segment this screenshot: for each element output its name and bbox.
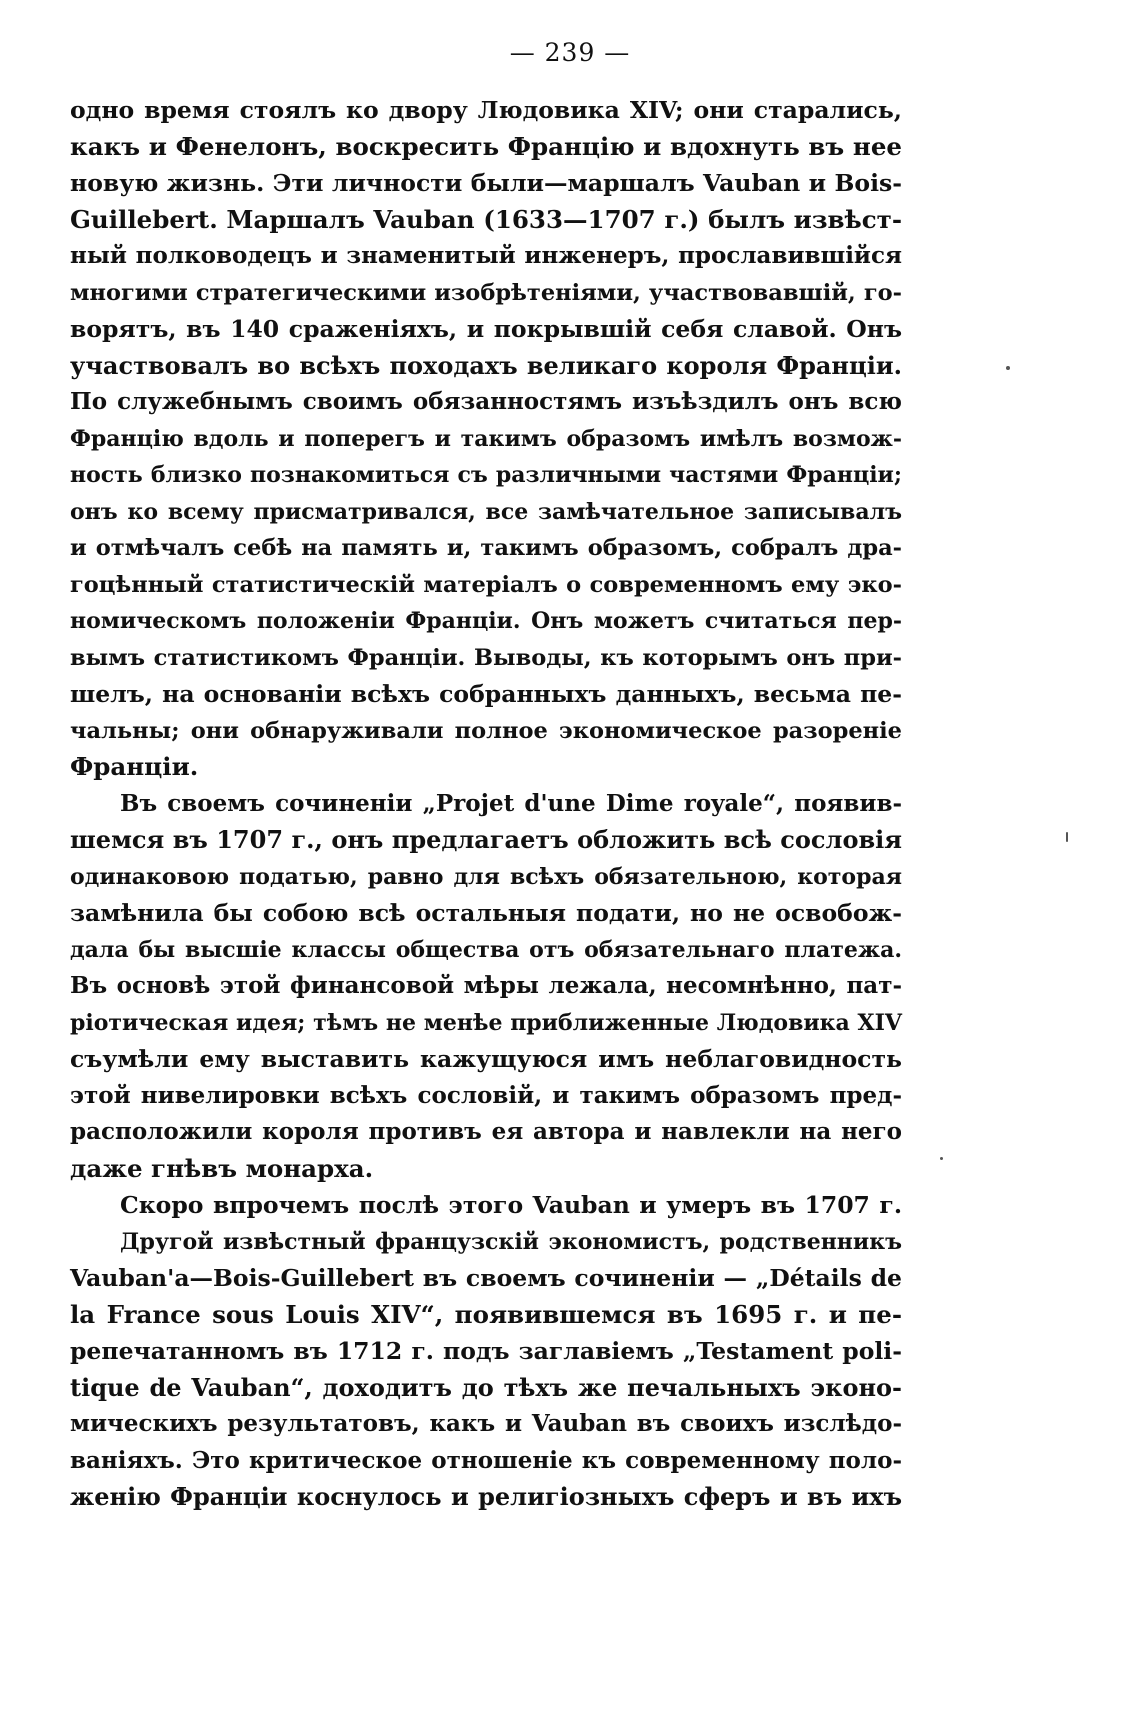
text-line: По служебнымъ своимъ обязанностямъ изъѣздилъ онъ всю [70, 388, 902, 415]
text-line: и отмѣчалъ себѣ на память и, такимъ образомъ, собралъ дра- [70, 535, 902, 561]
text-line: ный полководецъ и знаменитый инженеръ, прославившійся [70, 242, 902, 269]
text-line: одинаковою податью, равно для всѣхъ обязательною, которая [70, 863, 902, 890]
text-line: la France sous Louis XIV“, появившемся въ 1695 г. и пе- [70, 1299, 902, 1329]
scan-speck [1066, 832, 1068, 842]
text-line: участвовалъ во всѣхъ походахъ великаго короля Франціи. [70, 350, 902, 380]
text-line: мическихъ результатовъ, какъ и Vauban въ своихъ изслѣдо- [70, 1410, 902, 1437]
text-line: женію Франціи коснулось и религіозныхъ сферъ и въ ихъ [70, 1482, 902, 1511]
text-line: номическомъ положеніи Франціи. Онъ можетъ считаться пер- [70, 608, 902, 634]
text-line: Въ основѣ этой финансовой мѣры лежала, несомнѣнно, пат- [70, 972, 902, 999]
text-line: Въ своемъ сочиненіи „Projet d'une Dime royale“, появив- [120, 789, 902, 817]
text-line: Guillebert. Маршалъ Vauban (1633—1707 г.) былъ извѣст- [70, 204, 902, 234]
text-line: гоцѣнный статистическій матеріалъ о современномъ ему эко- [70, 571, 902, 598]
text-line: новую жизнь. Эти личности были—маршалъ Vauban и Bois- [70, 169, 902, 197]
text-line: съумѣли ему выставить кажущуюся имъ неблаговидность [70, 1045, 902, 1073]
text-line: одно время стоялъ ко двору Людовика XIV; они старались, [70, 96, 902, 124]
text-line: вымъ статистикомъ Франціи. Выводы, къ которымъ онъ при- [70, 644, 902, 671]
text-line: репечатанномъ въ 1712 г. подъ заглавіемъ „Testament poli- [70, 1337, 902, 1365]
text-line: Скоро впрочемъ послѣ этого Vauban и умеръ въ 1707 г. [120, 1191, 902, 1219]
text-line: Vauban'a—Bois-Guillebert въ своемъ сочиненіи — „Détails de [70, 1264, 902, 1292]
text-line: ворятъ, въ 140 сраженіяхъ, и покрывшій себя славой. Онъ [70, 315, 902, 343]
body-text [70, 92, 902, 1516]
text-line: ность близко познакомиться съ различными частями Франціи; [70, 462, 902, 488]
text-line: tique de Vauban“, доходитъ до тѣхъ же печальныхъ эконо- [70, 1372, 902, 1402]
text-line: даже гнѣвъ монарха. [70, 1153, 374, 1183]
text-line: какъ и Фенелонъ, воскресить Францію и вдохнуть въ нее [70, 131, 902, 161]
scan-speck [1006, 366, 1010, 370]
text-line: ваніяхъ. Это критическое отношеніе къ современному поло- [70, 1446, 902, 1474]
page-number: — 239 — [509, 38, 631, 67]
text-line: ріотическая идея; тѣмъ не менѣе приближенные Людовика XIV [70, 1009, 902, 1036]
text-line: Франціи. [70, 752, 199, 781]
text-line: Другой извѣстный французскій экономистъ, родственникъ [120, 1228, 902, 1255]
text-line: шелъ, на основаніи всѣхъ собранныхъ данныхъ, весьма пе- [70, 680, 902, 708]
text-line: чальны; они обнаруживали полное экономическое разореніе [70, 717, 902, 744]
text-line: этой нивелировки всѣхъ сословій, и такимъ образомъ пред- [70, 1081, 902, 1109]
scan-speck [940, 1157, 943, 1160]
text-line: дала бы высшіе классы общества отъ обязательнаго платежа. [70, 936, 902, 963]
text-line: онъ ко всему присматривался, все замѣчательное записывалъ [70, 498, 902, 525]
text-line: замѣнила бы собою всѣ остальныя подати, но не освобож- [70, 899, 902, 927]
text-line: шемся въ 1707 г., онъ предлагаетъ обложить всѣ сословія [70, 825, 902, 854]
text-line: многими стратегическими изобрѣтеніями, участвовавшій, го- [70, 279, 902, 306]
text-line: Францію вдоль и поперегъ и такимъ образомъ имѣлъ возмож- [70, 425, 902, 452]
text-line: расположили короля противъ ея автора и навлекли на него [70, 1118, 902, 1145]
